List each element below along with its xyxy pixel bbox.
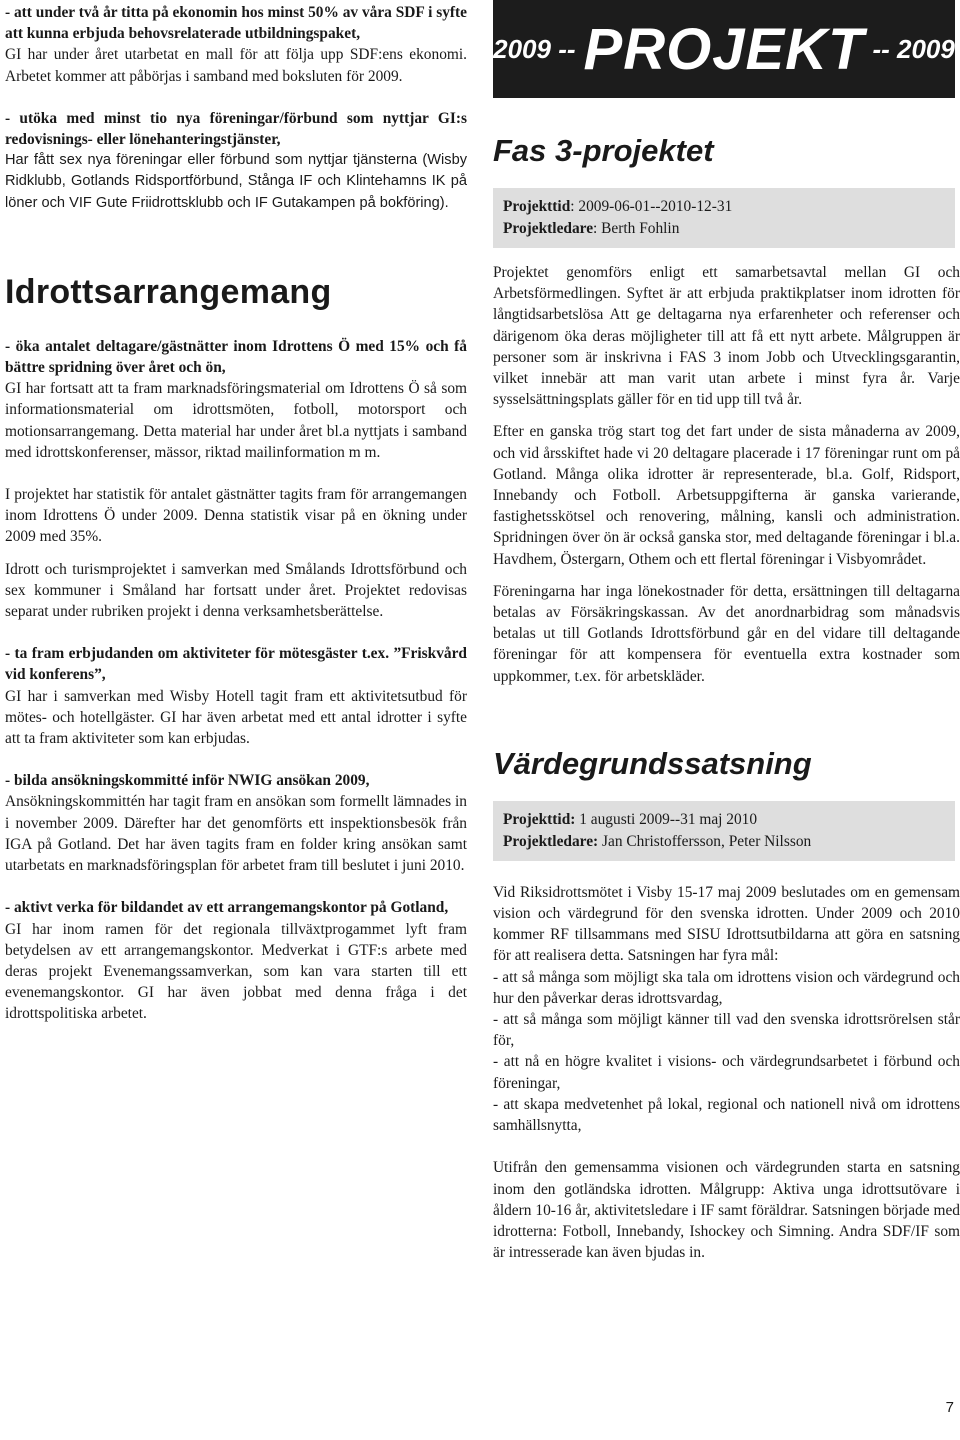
goal2-heading: - öka antalet deltagare/gästnätter inom Idrottens Ö med 15% och få bättre spridning över året och ön, — [5, 337, 467, 377]
goal1-body: Har fått sex nya föreningar eller förbund som nyttjar tjänsterna (Wisby Ridklubb, Gotlands Ridsportförbund, Stånga IF och Klintehamns IK på löner och VIF Gute Friidrottsklubb och IF Gutakampen på bokföring). — [5, 152, 467, 211]
goal4-section — [5, 770, 467, 876]
intro-goal-body: GI har under året utarbetat en mall för att följa upp SDF:ens ekonomi. Arbetet kommer att påbörjas i samband med boksluten för 2009. — [5, 46, 467, 85]
varde-period-label: Projekttid: — [503, 810, 576, 828]
varde-goal-4: - att skapa medvetenhet på lokal, regional och nationell nivå om idrottens samhällsnytta, — [493, 1095, 960, 1135]
goal2-section — [5, 336, 467, 463]
fas3-leader-label: Projektledare — [503, 220, 594, 237]
varde-paragraph-1: Vid Riksidrottsmötet i Visby 15-17 maj 2009 beslutades om en gemensam vision och värdegrund för den svenska idrotten. Under 2009 och 2010 kommer RF tillsammans med SISU Idrottsutbildarna att göra en satsning för att realisera detta. Satsningen har fyra mål: — [493, 883, 960, 965]
fas3-title: Fas 3-projektet — [493, 133, 714, 168]
goal5-heading: - aktivt verka för bildandet av ett arrangemangskontor på Gotland, — [5, 899, 449, 917]
statistik-section — [5, 484, 467, 622]
fas3-leader — [503, 218, 945, 240]
goal3-section — [5, 643, 467, 749]
page-number: 7 — [945, 1399, 954, 1416]
fas3-period-value: : 2009-06-01--2010-12-31 — [570, 198, 733, 215]
varde-leader — [503, 831, 945, 853]
statistik-paragraph: I projektet har statistik för antalet gästnätter tagits fram för arrangemangen inom Idrottens Ö under 2009. Denna statistik visar på en ökning under 2009 med 35%. — [5, 486, 467, 546]
fas3-paragraph-1: Projektet genomförs enligt ett samarbetsavtal mellan GI och Arbetsförmedlingen. Syftet är att erbjuda praktikplatser inom idrotten för långtidsarbetslösa Att ge deltagarna nya erfarenheter och referenser och därigenom öka deras möjligheter till att få ett nytt arbete. Målgruppen är personer som är inskrivna i FAS 3 inom Jobb och Utvecklingsgarantin, vilket innebär att man varit utan arbete i minst fyra år. Varje sysselsättningsplats gäller för en tid upp till två år. — [493, 264, 960, 409]
fas3-paragraph-3: Föreningarna har inga lönekostnader för detta, ersättningen till deltagarna betalas av Försäkringskassan. Av det anordnarbidrag som månadsvis betalas ut till Gotlands Idrottsförbund går en del vidare till deltagande föreningar för att kompensera för eventuella extra kostnader som uppkommer, t.ex. för arbetskläder. — [493, 582, 960, 685]
goal1-section — [5, 108, 467, 214]
banner-year-right: -- 2009 — [872, 33, 955, 64]
fas3-text — [493, 262, 960, 687]
goal3-body: GI har i samverkan med Wisby Hotell tagit fram ett aktivitetsutbud för mötes- och hotellgäster. GI har även arbetat med ett antal idrotter i syfte att ta fram aktiviteter som kan erbjudas. — [5, 687, 467, 748]
varde-leader-value: Jan Christoffersson, Peter Nilsson — [598, 832, 812, 850]
left-column — [5, 2, 467, 1025]
varde-text — [493, 882, 960, 1263]
goal5-section — [5, 897, 467, 1024]
projekt-banner — [493, 0, 955, 98]
varde-infobox — [493, 801, 955, 861]
goal3-heading: - ta fram erbjudanden om aktiviteter för mötesgäster t.ex. ”Friskvård vid konferens”, — [5, 645, 467, 684]
fas3-period — [503, 196, 945, 218]
fas3-infobox — [493, 188, 955, 248]
varde-goal-1: - att så många som möjligt ska tala om idrottens vision och värdegrund och hur den påverkar deras idrottsvardag, — [493, 968, 960, 1007]
fas3-period-label: Projekttid — [503, 198, 571, 215]
varde-title: Värdegrundssatsning — [493, 745, 812, 781]
varde-paragraph-2: Utifrån den gemensamma visionen och värdegrunden starta en satsning inom den gotländska idrotten. Målgrupp: Aktiva unga idrottsutövare i åldern 10-16 år, aktivitetsledare i IF samt föräldrar. Satsningen började med idrotterna: Fotboll, Innebandy, Ishockey och Simning. Andra SDF/IF som är intresserade kan även bjudas in. — [493, 1159, 960, 1262]
goal5-body: GI har inom ramen för det regionala tillväxtprogammet lyft fram betydelsen av ett arrangemangskontor. Medverkat i GTF:s arbete med deras projekt Evenemangssamverkan, som kan vara starten till ett evenemangskontor. GI har även jobbat med denna fråga i det idrottspolitiska arbetet. — [5, 920, 467, 1023]
fas3-leader-value: : Berth Fohlin — [593, 220, 680, 237]
varde-period — [503, 809, 945, 831]
intro-section — [5, 2, 467, 87]
goal2-body: GI har fortsatt att ta fram marknadsföringsmaterial om Idrottens Ö så som informationsmaterial om idrottsmöten, fotboll, motorsport och motionsarrangemang. Detta material har under året bl.a nyttjats i samband med idrottskonferenser, mässor, riktad mailinformation m m. — [5, 380, 467, 461]
intro-goal-heading: - att under två år titta på ekonomin hos minst 50% av våra SDF i syfte att kunna erbjuda behovsrelaterade utbildningspaket, — [5, 4, 467, 43]
varde-goal-3: - att nå en högre kvalitet i visions- och värdegrundsarbetet i förbund och föreningar, — [493, 1053, 960, 1092]
goal4-heading: - bilda ansökningskommitté inför NWIG ansökan 2009, — [5, 772, 370, 790]
section-title-idrottsarrangemang: Idrottsarrangemang — [5, 272, 332, 311]
turism-paragraph: Idrott och turismprojektet i samverkan med Smålands Idrottsförbund och sex kommuner i Småland har fortsatt under året. Projektet redovisas separat under rubriken projekt i denna verksamhetsberättelse. — [5, 560, 467, 621]
varde-goal-2: - att så många som möjligt känner till vad den svenska idrottsrörelsen står för, — [493, 1011, 960, 1050]
varde-period-value: 1 augusti 2009--31 maj 2010 — [575, 810, 758, 828]
goal1-heading: - utöka med minst tio nya föreningar/förbund som nyttjar GI:s redovisnings- eller lönehanteringstjänster, — [5, 109, 467, 149]
fas3-paragraph-2: Efter en ganska trög start tog det fart under de sista månaderna av 2009, och vid årsskiftet hade vi 20 deltagare placerade i 17 föreningar runt om på Gotland. Många olika idrotter är representerade, bl.a. Golf, Ridsport, Innebandy och Fotboll. Arbetsuppgifterna är ganska varierande, fastighetsskötsel och renovering, målning, kansli och administration. Spridningen över ön är också ganska stor, med deltagande föreningar i bl.a. Havdhem, Östergarn, Othem och ett flertal föreningar i Visbyområdet. — [493, 423, 960, 568]
banner-word: PROJEKT — [583, 16, 865, 82]
banner-year-left: 2009 -- — [493, 33, 576, 64]
varde-leader-label: Projektledare: — [503, 832, 599, 850]
right-column — [493, 0, 960, 1263]
goal4-body: Ansökningskommittén har tagit fram en ansökan som formellt lämnades in i november 2009. Därefter har det genomförts ett inspektionsbesök från IGA på Gotland. Det har även tagits fram en folder kring ansökan samt utarbetats en marknadsföringsplan för arbetet fram till beslutet i juni 2010. — [5, 793, 467, 875]
